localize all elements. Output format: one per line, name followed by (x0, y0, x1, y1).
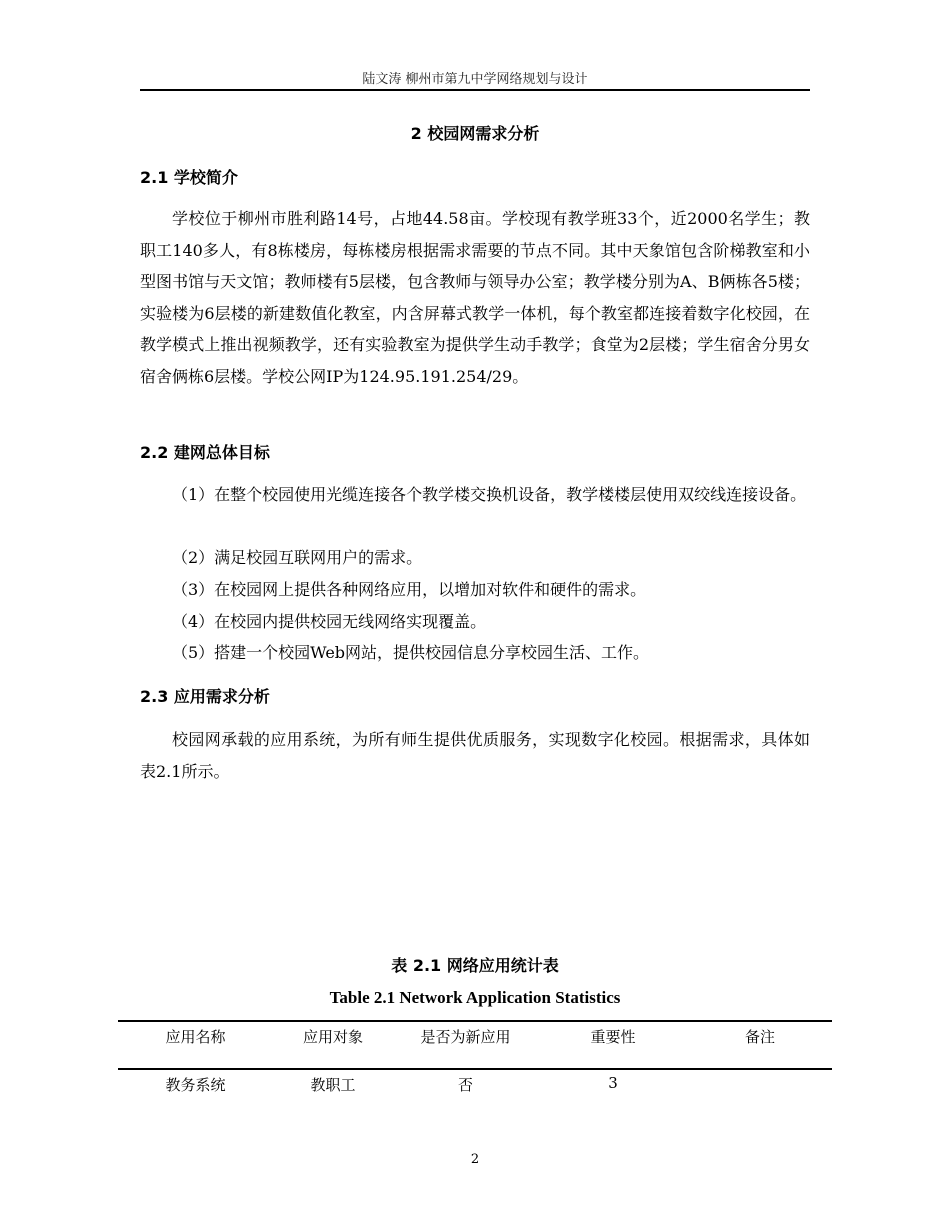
chapter-title: 2 校园网需求分析 (410, 124, 540, 143)
intro-paragraph: 学校位于柳州市胜利路14号，占地44.58亩。学校现有教学班33个，近2000名学生；教职工140多人，有8栋楼房，每栋楼房根据需求需要的节点不同。其中天象馆包含阶梯教室和小型图书馆与天文馆；教师楼有5层楼，包含教师与领导办公室；教学楼分别为A、B俩栋各5楼；实验楼为6层楼的新建数值化教室，内含屏幕式教学一体机，每个教室都连接着数字化校园，在教学模式上推出视频教学，还有实验教室为提供学生动手教学；食堂为2层楼；学生宿舍分男女宿舍俩栋6层楼。学校公网IP为124.95.191.254/29。 (140, 209, 810, 386)
requirements-paragraph: 校园网承载的应用系统，为所有师生提供优质服务，实现数字化校园。根据需求，具体如表2.1所示。 (140, 730, 810, 781)
goal-item: （1）在整个校园使用光缆连接各个教学楼交换机设备，教学楼楼层使用双绞线连接设备。 (172, 485, 807, 504)
running-header: 陆文涛 柳州市第九中学网络规划与设计 (362, 72, 588, 87)
table-header-row (118, 1021, 832, 1069)
column-header: 备注 (744, 1028, 775, 1046)
table-cell: 否 (457, 1076, 473, 1094)
column-header: 应用对象 (302, 1028, 363, 1046)
column-header: 应用名称 (165, 1028, 226, 1046)
table-cell (688, 1069, 832, 1111)
table-caption-cn: 表 2.1 网络应用统计表 (391, 956, 559, 975)
table-cell: 教务系统 (165, 1076, 226, 1094)
page-number: 2 (470, 1152, 480, 1167)
section-heading-requirements: 2.3 应用需求分析 (140, 687, 270, 706)
network-application-table (118, 1020, 832, 1111)
column-header: 重要性 (590, 1028, 636, 1046)
goal-item: （3）在校园网上提供各种网络应用，以增加对软件和硬件的需求。 (172, 580, 647, 599)
header-rule (140, 89, 810, 91)
table-cell: 教职工 (310, 1076, 356, 1094)
goal-item: （2）满足校园互联网用户的需求。 (172, 548, 423, 567)
table-row (118, 1069, 832, 1111)
column-header: 是否为新应用 (420, 1028, 511, 1046)
table-caption-en: Table 2.1 Network Application Statistics (329, 988, 621, 1007)
section-heading-intro: 2.1 学校简介 (140, 168, 238, 187)
goal-item: （5）搭建一个校园Web网站，提供校园信息分享校园生活、工作。 (172, 643, 650, 662)
section-heading-goals: 2.2 建网总体目标 (140, 443, 270, 462)
goal-item: （4）在校园内提供校园无线网络实现覆盖。 (172, 612, 487, 631)
table-cell: 3 (608, 1074, 618, 1092)
